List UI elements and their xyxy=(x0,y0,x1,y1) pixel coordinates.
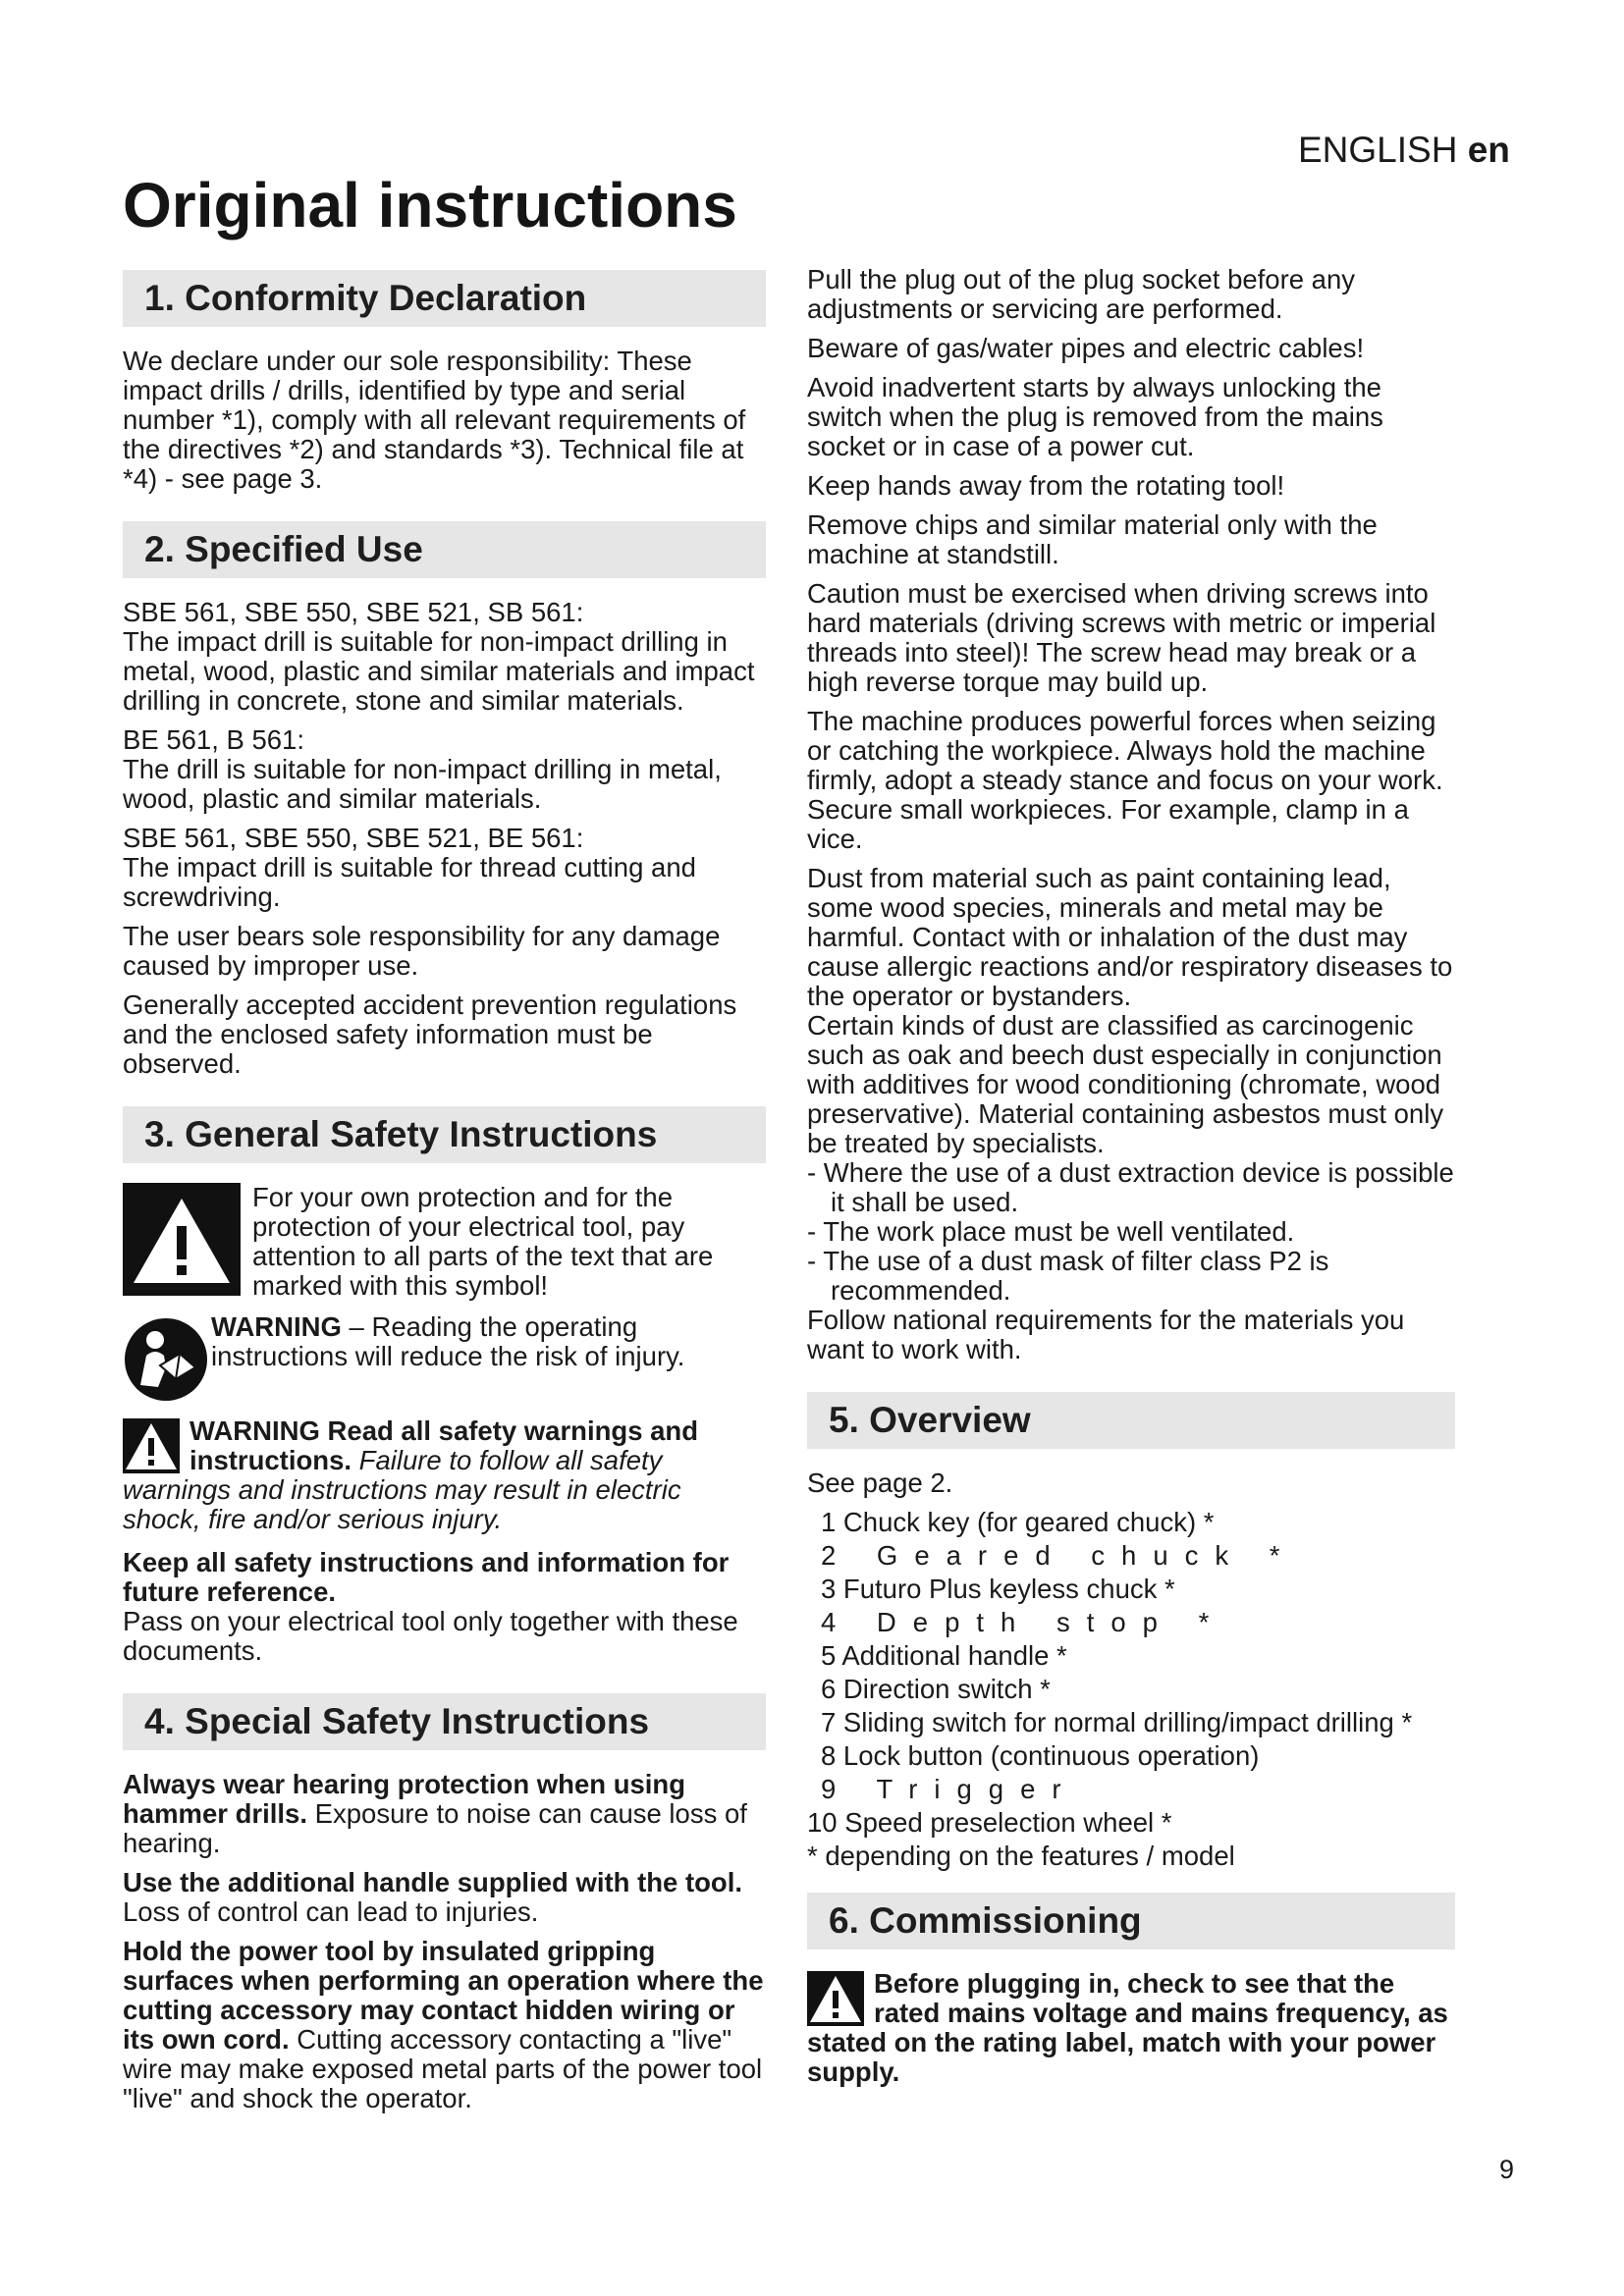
safety-para-carcinogenic: Certain kinds of dust are classified as carcinogenic such as oak and beech dust especially in conjunction with additives for wood conditioning (chromate, wood preservative). Material containing asbestos must only be treated by specialists. xyxy=(807,1010,1444,1158)
read-manual-text: WARNING – Reading the operating instructions will reduce the risk of injury. xyxy=(211,1311,685,1371)
specified-use-para-1: SBE 561, SBE 550, SBE 521, SB 561: The impact drill is suitable for non-impact drilling in metal, wood, plastic and similar materials and impact drilling in concrete, stone and similar materials. xyxy=(123,597,755,716)
warning-triangle-icon xyxy=(123,1418,180,1473)
safety-para-pipes: Beware of gas/water pipes and electric cables! xyxy=(807,333,1365,363)
left-column xyxy=(123,270,766,2123)
language-label: ENGLISH en xyxy=(1298,130,1510,170)
section-heading-conformity: 1. Conformity Declaration xyxy=(123,270,766,327)
specified-use-para-2: BE 561, B 561: The drill is suitable for non-impact drilling in metal, wood, plastic and similar materials. xyxy=(123,724,722,814)
overview-note: * depending on the features / model xyxy=(807,1841,1235,1871)
specified-use-para-4: The user bears sole responsibility for any damage caused by improper use. xyxy=(123,921,721,981)
list-item: 4 Depth stop * xyxy=(821,1607,1226,1637)
safety-para-dust: Dust from material such as paint containing lead, some wood species, minerals and metal may be harmful. Contact with or inhalation of the dust may cause allergic reactions and/or respiratory diseases to the operator or bystanders. xyxy=(807,863,1453,1011)
general-warning-para: WARNING Read all safety warnings and instructions. Failure to follow all safety warnings and instructions may result in electric shock, fire and/or serious injury. xyxy=(123,1415,699,1534)
read-manual-notice xyxy=(123,1312,766,1403)
list-item: 2 Geared chuck * xyxy=(821,1540,1297,1571)
list-item: 10 Speed preselection wheel * xyxy=(807,1807,1172,1838)
safety-para-screws: Caution must be exercised when driving screws into hard materials (driving screws with metric or imperial threads into steel)! The screw head may break or a high reverse torque may build up. xyxy=(807,578,1436,697)
list-item: 3 Futuro Plus keyless chuck * xyxy=(821,1574,1175,1604)
overview-list xyxy=(807,1508,1455,1871)
safety-para-national: Follow national requirements for the materials you want to work with. xyxy=(807,1305,1405,1364)
special-safety-para-2: Use the additional handle supplied with the tool. Loss of control can lead to injuries. xyxy=(123,1867,742,1927)
commissioning-warning: Before plugging in, check to see that the rated mains voltage and mains frequency, as stated on the rating label, match with your power supply. xyxy=(807,1968,1448,2087)
read-manual-icon xyxy=(123,1316,209,1403)
safety-para-chips: Remove chips and similar material only with the machine at standstill. xyxy=(807,509,1378,569)
conformity-text: We declare under our sole responsibility: These impact drills / drills, identified by type and serial number *1), comply with all relevant requirements of the directives *2) and standards *3). Technical file at *4) - see page 3. xyxy=(123,346,746,494)
dust-bullet-1: - Where the use of a dust extraction device is possible it shall be used. xyxy=(807,1157,1454,1217)
safety-para-forces: The machine produces powerful forces when seizing or catching the workpiece. Always hold the machine firmly, adopt a steady stance and focus on your work. xyxy=(807,706,1443,795)
special-safety-para-1: Always wear hearing protection when using hammer drills. Exposure to noise can cause loss of hearing. xyxy=(123,1769,747,1858)
list-item: 1 Chuck key (for geared chuck) * xyxy=(821,1507,1215,1537)
section-heading-general-safety: 3. General Safety Instructions xyxy=(123,1106,766,1163)
warning-triangle-icon xyxy=(807,1971,864,2026)
specified-use-para-5: Generally accepted accident prevention regulations and the enclosed safety information must be observed. xyxy=(123,989,737,1079)
list-item: 8 Lock button (continuous operation) xyxy=(821,1740,1260,1771)
page-number: 9 xyxy=(1499,2155,1515,2184)
right-column xyxy=(807,265,1455,2097)
section-heading-commissioning: 6. Commissioning xyxy=(807,1893,1455,1949)
list-item: 5 Additional handle * xyxy=(821,1640,1067,1671)
section-heading-specified-use: 2. Specified Use xyxy=(123,521,766,578)
safety-para-hands: Keep hands away from the rotating tool! xyxy=(807,470,1285,501)
list-item: 6 Direction switch * xyxy=(821,1674,1051,1704)
symbol-notice xyxy=(123,1183,766,1301)
list-item: 9 Trigger xyxy=(821,1774,1078,1804)
symbol-notice-text: For your own protection and for the protection of your electrical tool, pay attention to all parts of the text that are marked with this symbol! xyxy=(252,1182,714,1301)
safety-para-plug: Pull the plug out of the plug socket before any adjustments or servicing are performed. xyxy=(807,264,1356,324)
overview-intro: See page 2. xyxy=(807,1468,953,1498)
keep-instructions-para: Keep all safety instructions and information for future reference. Pass on your electrical tool only together with these documents. xyxy=(123,1547,738,1666)
section-heading-special-safety: 4. Special Safety Instructions xyxy=(123,1693,766,1750)
safety-para-inadvertent-start: Avoid inadvertent starts by always unlocking the switch when the plug is removed from the mains socket or in case of a power cut. xyxy=(807,372,1383,461)
list-item: 7 Sliding switch for normal drilling/impact drilling * xyxy=(821,1707,1413,1737)
dust-bullet-2: - The work place must be well ventilated. xyxy=(807,1216,1295,1247)
dust-bullet-3: - The use of a dust mask of filter class P2 is recommended. xyxy=(807,1246,1329,1306)
warning-triangle-icon xyxy=(123,1183,241,1296)
section-heading-overview: 5. Overview xyxy=(807,1392,1455,1449)
safety-para-workpieces: Secure small workpieces. For example, clamp in a vice. xyxy=(807,794,1409,854)
special-safety-para-3: Hold the power tool by insulated gripping surfaces when performing an operation where the cutting accessory may contact hidden wiring or its own cord. Cutting accessory contacting a "live" wire may make exposed metal parts of the power tool "live" and shock the operator. xyxy=(123,1936,764,2113)
specified-use-para-3: SBE 561, SBE 550, SBE 521, BE 561: The impact drill is suitable for thread cutting and screwdriving. xyxy=(123,823,696,912)
page-title: Original instructions xyxy=(123,170,737,240)
